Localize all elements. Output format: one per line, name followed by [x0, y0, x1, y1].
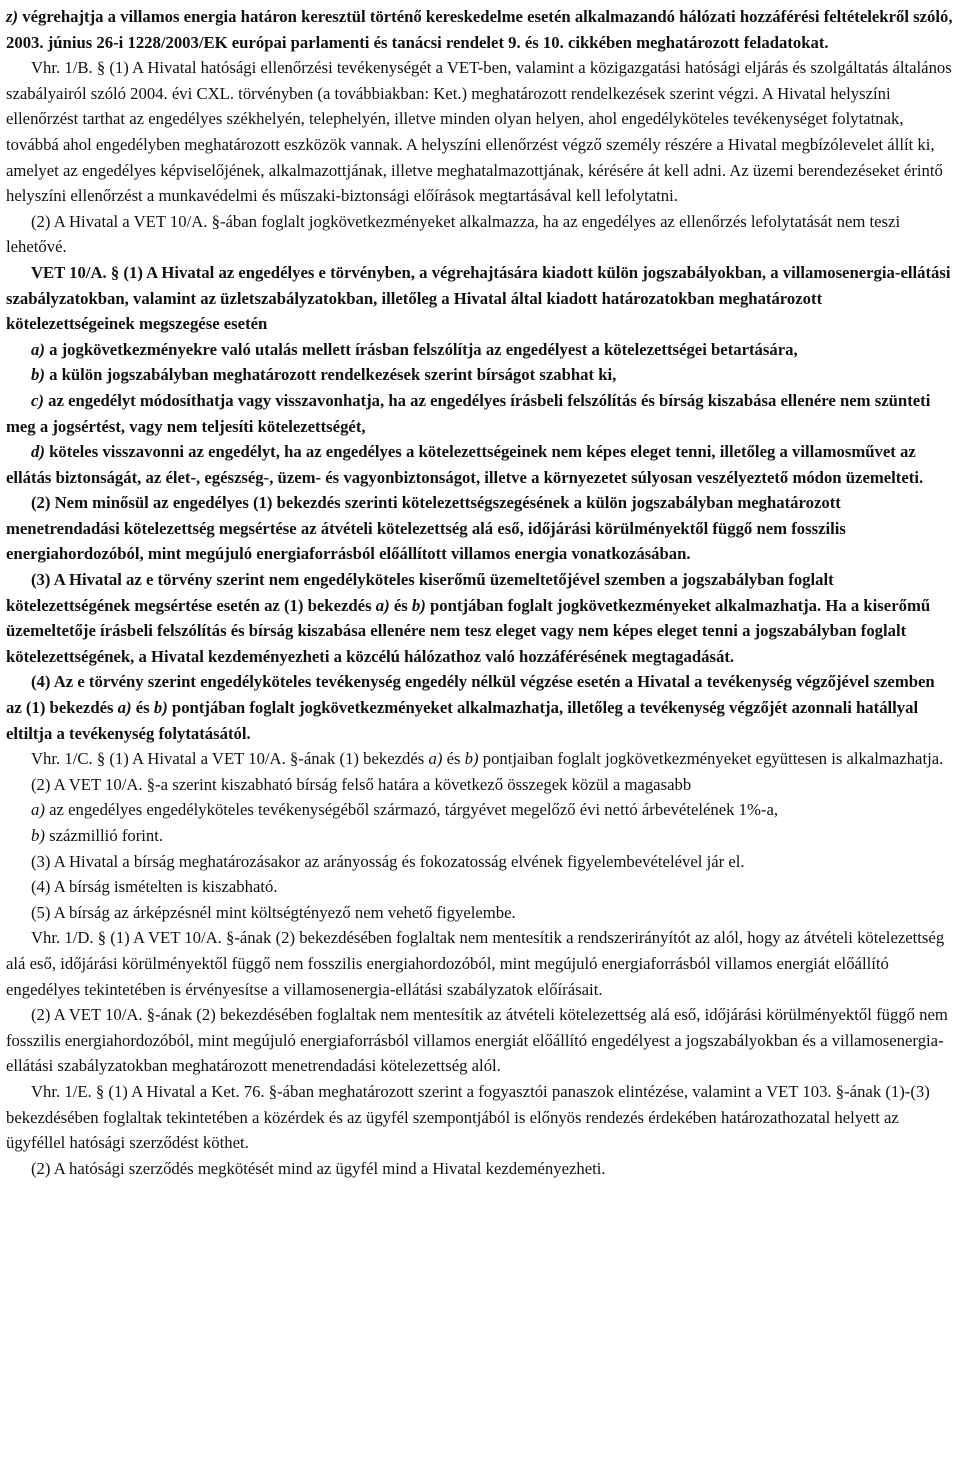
item-marker: b) [411, 595, 426, 615]
paragraph-text: a jogkövetkezményekre való utalás mellett írásban felszólítja az engedélyest a kötelezettségei betartására, [44, 339, 798, 359]
paragraph [6, 823, 954, 849]
paragraph [6, 567, 954, 669]
paragraph [6, 209, 954, 260]
paragraph [6, 797, 954, 823]
paragraph [6, 874, 954, 900]
paragraph-text: (2) Nem minősül az engedélyes (1) bekezdés szerinti kötelezettségszegésének a külön jogszabályban meghatározott menetrendadási kötelezettség megsértése az átvételi kötelezettség alá eső, időjárási körülményektől függő nem fosszilis energiahordozóból, mint megújuló energiaforrásból előállított villamos energia vonatkozásában. [6, 493, 846, 564]
paragraph-text: százmillió forint. [44, 826, 164, 845]
item-marker: a) [117, 698, 132, 718]
item-marker: b) [464, 749, 479, 769]
item-marker: b) [31, 365, 45, 385]
paragraph [6, 260, 954, 337]
paragraph-text: Vhr. 1/B. § (1) A Hivatal hatósági ellenőrzési tevékenységét a VET-ben, valamint a közigazgatási hatósági eljárás és szolgáltatás általános szabályairól szóló 2004. évi CXL. törvényben (a továbbiakban: Ket.) meghatározott rendelkezések szerint végzi. A Hivatal helyszíni ellenőrzést tarthat az engedélyes székhelyén, telephelyén, illetve minden olyan helyen, ahol engedélyköteles tevékenységet folytatnak, továbbá ahol engedélyben meghatározott eszközök vannak. A helyszíni ellenőrzést végző személy részére a Hivatal megbízólevelet állít ki, amelyet az engedélyes képviselőjének, alkalmazottjának, illetve meghatalmazottjának, kérésére át kell adni. Az üzemi berendezéseket érintő helyszíni ellenőrzést a munkavédelmi és műszaki-biztonsági előírások megtartásával kell lefolytatni. [6, 58, 952, 206]
item-marker: c) [31, 390, 44, 410]
paragraph-text: (4) Az e törvény szerint engedélyköteles tevékenység engedély nélkül végzése esetén a Hivatal a tevékenység végzőjével szemben az (1) bekezdés [6, 672, 935, 718]
paragraph-text: a külön jogszabályban meghatározott rendelkezések szerint bírságot szabhat ki, [44, 365, 617, 385]
paragraph [6, 388, 954, 439]
paragraph [6, 925, 954, 1002]
item-marker: a) [375, 595, 390, 615]
paragraph-text: VET 10/A. § (1) A Hivatal az engedélyes e törvényben, a végrehajtására kiadott külön jogszabályokban, a villamosenergia-ellátási szabályzatokban, valamint az üzletszabályzatokban, illetőleg a Hivatal által kiadott határozatokban meghatározott kötelezettségeinek megszegése esetén [6, 262, 951, 334]
paragraph [6, 490, 954, 567]
paragraph [6, 1079, 954, 1156]
paragraph-text: és [442, 749, 465, 769]
paragraph-text: (5) A bírság az árképzésnél mint költségtényező nem vehető figyelembe. [31, 902, 516, 922]
paragraph [6, 55, 954, 209]
paragraph [6, 439, 954, 490]
paragraph-text: az engedélyes engedélyköteles tevékenységéből származó, tárgyévet megelőző évi nettó árbevételének 1%-a, [44, 800, 779, 820]
item-marker: a) [31, 800, 45, 820]
paragraph-text: (2) A VET 10/A. §-ának (2) bekezdésében foglaltak nem mentesítik az átvételi kötelezettség alá eső, időjárási körülményektől függő nem fosszilis energiahordozóból, mint megújuló energiaforrásból villamos energiát előállító engedélyest a jogszabályokban és a villamosenergia-ellátási szabályzatokban meghatározott menetrendadási kötelezettség alól. [6, 1005, 948, 1076]
paragraph-text: pontjában foglalt jogkövetkezményeket alkalmazhatja, illetőleg a tevékenység végzőjét azonnali hatállyal eltiltja a tevékenység folytatásától. [6, 698, 919, 743]
paragraph [6, 4, 954, 55]
paragraph [6, 746, 954, 772]
paragraph-text: és [389, 595, 412, 615]
item-marker: a) [31, 339, 45, 359]
paragraph-text: Vhr. 1/D. § (1) A VET 10/A. §-ának (2) bekezdésében foglaltak nem mentesítik a rendszerirányítót az alól, hogy az átvételi kötelezettség alá eső, időjárási körülményektől függő nem fosszilis energiahordozóból, mint megújuló energiaforrásból villamos energiát előállító engedélyes tekintetében is érvényesítse a villamosenergia-ellátási szabályzatok előírásait. [6, 928, 945, 999]
paragraph [6, 900, 954, 926]
paragraph-text: Vhr. 1/C. § (1) A Hivatal a VET 10/A. §-ának (1) bekezdés [31, 749, 429, 769]
paragraph [6, 1156, 954, 1182]
item-marker: a) [428, 749, 443, 769]
item-marker: b) [31, 826, 45, 845]
item-marker: d) [31, 442, 45, 462]
paragraph-text: (2) A hatósági szerződés megkötését mind az ügyfél mind a Hivatal kezdeményezheti. [31, 1158, 606, 1178]
paragraph [6, 849, 954, 875]
paragraph [6, 362, 954, 388]
paragraph-text: (4) A bírság ismételten is kiszabható. [31, 877, 278, 897]
paragraph-text: pontjaiban foglalt jogkövetkezményeket együttesen is alkalmazhatja. [478, 749, 944, 769]
paragraph-text: végrehajtja a villamos energia határon keresztül történő kereskedelme esetén alkalmazandó hálózati hozzáférési feltételekről szóló, 2003. június 26-i 1228/2003/EK európai parlamenti és tanácsi rendelet 9. és 10. cikkében meghatározott feladatokat. [6, 7, 953, 52]
paragraph-text: pontjában foglalt jogkövetkezményeket alkalmazhatja. Ha a kiserőmű üzemeltetője írásbeli felszólítás és bírság kiszabása ellenére nem tesz eleget vagy nem képes eleget tenni a jogszabályban foglalt kötelezettségének, a Hivatal kezdeményezheti a közcélú hálózathoz való hozzáférésének megtagadását. [6, 595, 931, 666]
paragraph [6, 772, 954, 798]
item-marker: z) [6, 7, 19, 26]
paragraph-text: (3) A Hivatal az e törvény szerint nem engedélyköteles kiserőmű üzemeltetőjével szemben a jogszabályban foglalt kötelezettségének megsértése esetén az (1) bekezdés [6, 570, 834, 615]
paragraph-text: az engedélyt módosíthatja vagy visszavonhatja, ha az engedélyes írásbeli felszólítás és bírság kiszabása ellenére nem szünteti meg a jogsértést, vagy nem teljesíti kötelezettségét, [6, 390, 931, 436]
paragraph-text: Vhr. 1/E. § (1) A Hivatal a Ket. 76. §-ában meghatározott szerint a fogyasztói panaszok elintézése, valamint a VET 103. §-ának (1)-(3) bekezdésében foglaltak tekintetében a közérdek és az ügyfél szempontjából is előnyös rendezés érdekében határozathozatal helyett az ügyféllel hatósági szerződést köthet. [6, 1081, 930, 1153]
paragraph [6, 1002, 954, 1079]
paragraph-text: (2) A VET 10/A. §-a szerint kiszabható bírság felső határa a következő összegek közül a magasabb [31, 774, 692, 794]
paragraph-text: (2) A Hivatal a VET 10/A. §-ában foglalt jogkövetkezményeket alkalmazza, ha az engedélyes az ellenőrzés lefolytatását nem teszi lehetővé. [6, 211, 901, 257]
paragraph-text: (3) A Hivatal a bírság meghatározásakor az arányosság és fokozatosság elvének figyelembevételével jár el. [31, 851, 745, 871]
paragraph-text: és [131, 698, 154, 718]
paragraph [6, 337, 954, 363]
item-marker: b) [153, 698, 168, 718]
paragraph-text: köteles visszavonni az engedélyt, ha az engedélyes a kötelezettségeinek nem képes eleget tenni, illetőleg a villamosművet az ellátás biztonságát, az élet-, egészség-, üzem- és vagyonbiztonságot, illetve a környezetet súlyosan veszélyeztető módon üzemelteti. [6, 442, 924, 487]
paragraph [6, 669, 954, 746]
